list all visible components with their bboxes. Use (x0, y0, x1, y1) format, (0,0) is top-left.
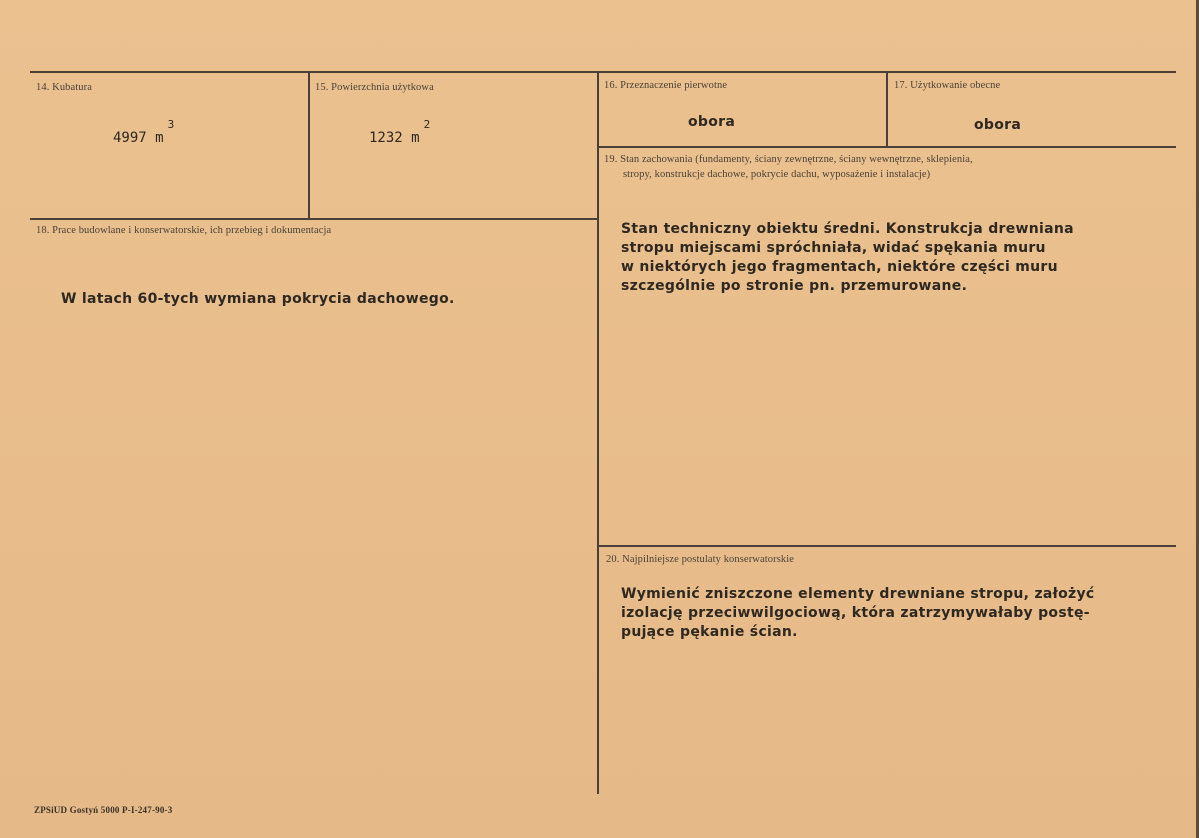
field-19-value (621, 220, 1074, 296)
field-15-value (369, 118, 431, 146)
field-19-label-line2: stropy, konstrukcje dachowe, pokrycie dachu, wyposażenie i instalacje) (623, 169, 931, 180)
field-14-label: 14. Kubatura (36, 82, 93, 93)
field-14-value (113, 118, 175, 146)
field-20-line: pujące pękanie ścian. (621, 624, 798, 640)
field-18-label: 18. Prace budowlane i konserwatorskie, ich przebieg i dokumentacja (36, 225, 332, 236)
divider-main-vertical (597, 71, 599, 794)
divider-f16-f17 (886, 71, 888, 147)
field-20-value (621, 585, 1095, 642)
field-15-label: 15. Powierzchnia użytkowa (315, 82, 434, 93)
field-20-line: izolację przeciwwilgociową, która zatrzymywałaby postę- (621, 605, 1090, 621)
field-17-label: 17. Użytkowanie obecne (894, 80, 1001, 91)
field-19-label-line1: 19. Stan zachowania (fundamenty, ściany zewnętrzne, ściany wewnętrzne, sklepienia, (604, 154, 973, 165)
printer-imprint: ZPSiUD Gostyń 5000 P-I-247-90-3 (34, 805, 173, 815)
field-14-exponent: 3 (167, 118, 175, 131)
divider-row2-left (30, 218, 598, 220)
field-17-value (974, 116, 1021, 135)
top-border (30, 71, 1176, 73)
field-17-text: obora (974, 117, 1022, 133)
field-19-line: szczególnie po stronie pn. przemurowane. (621, 278, 968, 294)
divider-f14-f15 (308, 71, 310, 219)
field-16-label: 16. Przeznaczenie pierwotne (604, 80, 728, 91)
field-19-line: stropu miejscami spróchniała, widać spękania muru (621, 240, 1046, 256)
field-16-value (688, 113, 735, 132)
field-16-text: obora (688, 114, 736, 130)
field-18-text: W latach 60-tych wymiana pokrycia dachowego. (61, 291, 455, 307)
field-15-exponent: 2 (423, 118, 431, 131)
field-20-line: Wymienić zniszczone elementy drewniane stropu, założyć (621, 586, 1095, 602)
field-14-number: 4997 m (113, 130, 164, 146)
divider-f19-f20 (598, 545, 1176, 547)
field-19-line: w niektórych jego fragmentach, niektóre części muru (621, 259, 1058, 275)
field-20-label: 20. Najpilniejsze postulaty konserwatorskie (606, 554, 795, 565)
field-19-line: Stan techniczny obiektu średni. Konstrukcja drewniana (621, 221, 1074, 237)
field-18-value (61, 290, 455, 309)
field-15-number: 1232 m (369, 130, 420, 146)
